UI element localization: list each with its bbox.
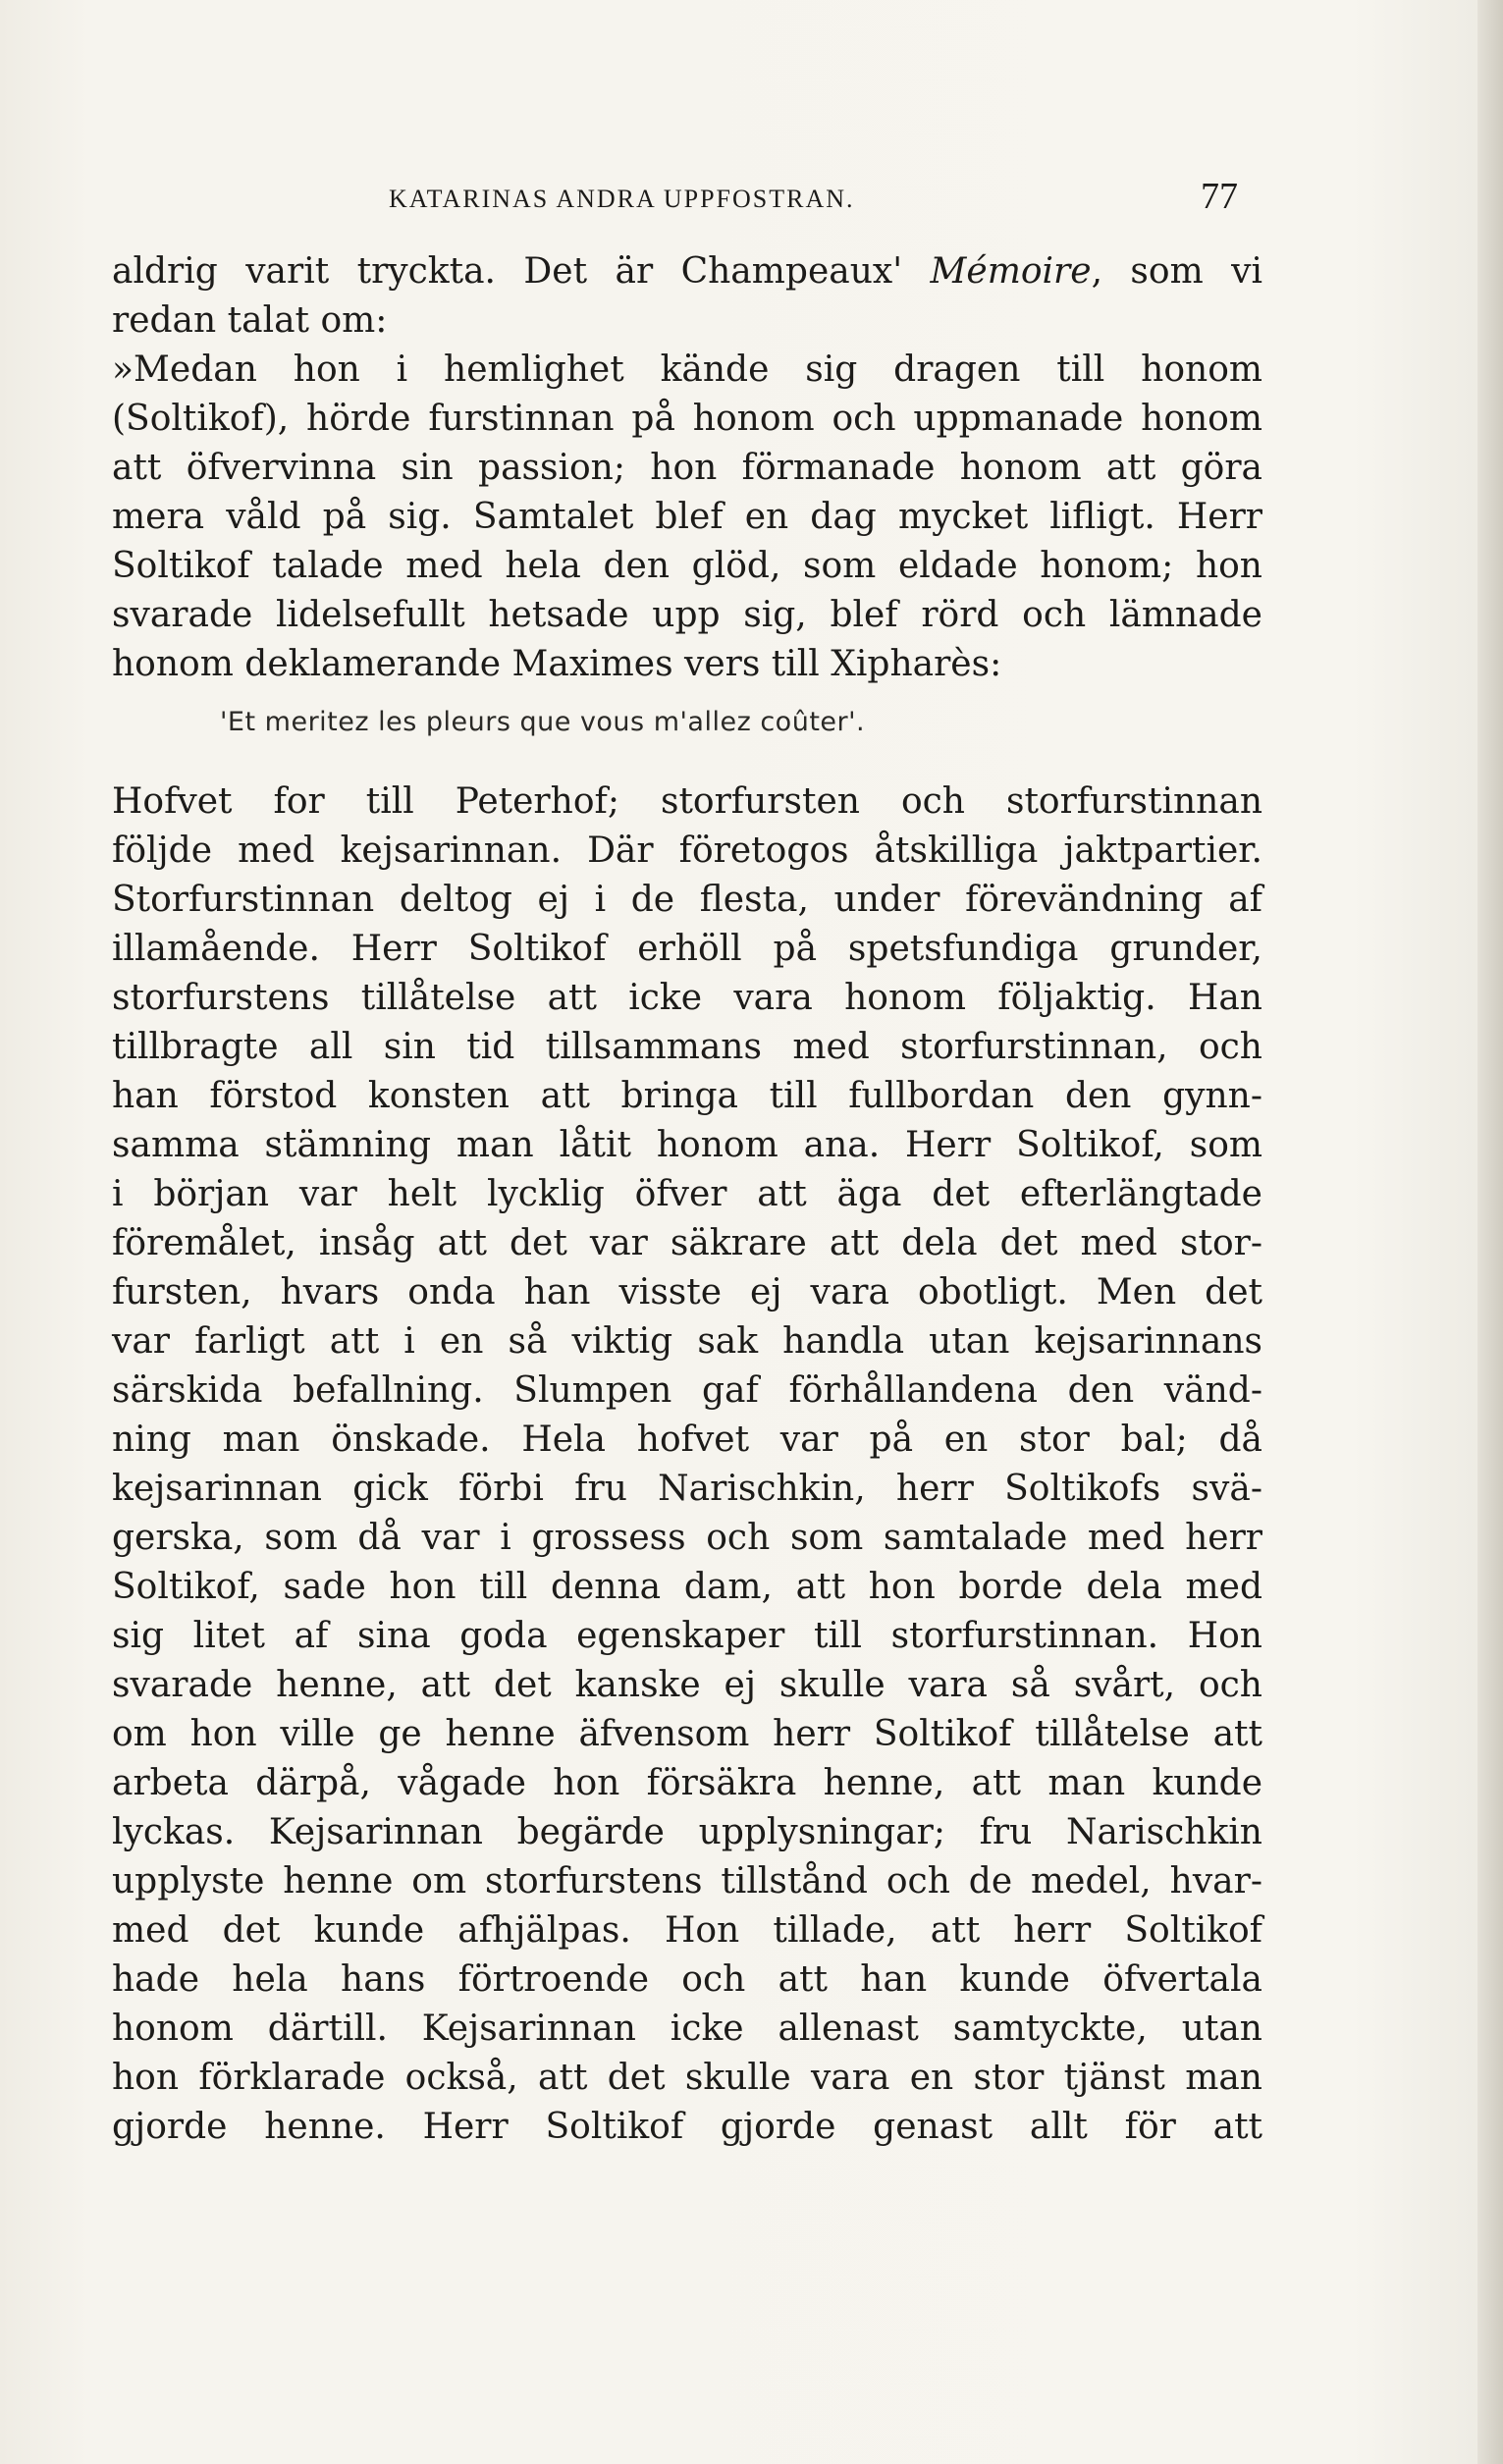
body-text	[112, 247, 1262, 2152]
text-line: upplyste henne om storfurstens tillstånd och de medel, hvar-	[112, 1861, 1262, 1902]
text-line: kejsarinnan gick förbi fru Narischkin, herr Soltikofs svä-	[112, 1469, 1262, 1509]
text-line: fursten, hvars onda han visste ej vara obotligt. Men det	[112, 1272, 1262, 1312]
text-line: storfurstens tillåtelse att icke vara honom följaktig. Han	[112, 978, 1262, 1018]
text-line: föremålet, insåg att det var säkrare att dela det med stor-	[112, 1223, 1262, 1263]
text-line: om hon ville ge henne äfvensom herr Soltikof tillåtelse att	[112, 1714, 1262, 1754]
page-number: 77	[1201, 176, 1238, 217]
text-line: hade hela hans förtroende och att han kunde öfvertala	[112, 1959, 1262, 2000]
text-line: arbeta därpå, vågade hon försäkra henne, att man kunde	[112, 1763, 1262, 1803]
text-line: illamående. Herr Soltikof erhöll på spetsfundiga grunder,	[112, 929, 1262, 969]
text-line: sig litet af sina goda egenskaper till storfurstinnan. Hon	[112, 1616, 1262, 1656]
text-line: Soltikof, sade hon till denna dam, att hon borde dela med	[112, 1567, 1262, 1607]
text-line: Storfurstinnan deltog ej i de flesta, under förevändning af	[112, 880, 1262, 920]
text-line: honom därtill. Kejsarinnan icke allenast samtyckte, utan	[112, 2009, 1262, 2049]
text-line: tillbragte all sin tid tillsammans med storfurstinnan, och	[112, 1027, 1262, 1067]
verse-quote: 'Et meritez les pleurs que vous m'allez coûter'.	[220, 707, 866, 737]
text-line: gjorde henne. Herr Soltikof gjorde genast allt för att	[112, 2107, 1262, 2147]
text-line: Hofvet for till Peterhof; storfursten och storfurstinnan	[112, 781, 1262, 822]
text-line	[112, 247, 1262, 296]
text-line: (Soltikof), hörde furstinnan på honom och uppmanade honom	[112, 399, 1262, 439]
text-segment: aldrig varit tryckta. Det är Champeaux'	[112, 251, 903, 292]
text-line: »Medan hon i hemlighet kände sig dragen till honom	[112, 349, 1262, 390]
text-line: hon förklarade också, att det skulle vara en stor tjänst man	[112, 2058, 1262, 2098]
text-line: honom deklamerande Maximes vers till Xipharès:	[112, 644, 1002, 684]
text-line: lyckas. Kejsarinnan begärde upplysningar; fru Narischkin	[112, 1812, 1262, 1852]
text-line: svarade henne, att det kanske ej skulle vara så svårt, och	[112, 1665, 1262, 1705]
text-segment: , som vi	[1091, 251, 1262, 292]
text-line: att öfvervinna sin passion; hon förmanade honom att göra	[112, 448, 1262, 488]
text-line: Soltikof talade med hela den glöd, som eldade honom; hon	[112, 546, 1262, 586]
page-edge-shadow	[1477, 0, 1503, 2464]
text-line: mera våld på sig. Samtalet blef en dag mycket lifligt. Herr	[112, 497, 1262, 537]
text-line: han förstod konsten att bringa till fullbordan den gynn-	[112, 1076, 1262, 1116]
text-line: särskida befallning. Slumpen gaf förhållandena den vänd-	[112, 1370, 1262, 1411]
page-header	[389, 176, 1238, 224]
text-line: redan talat om:	[112, 300, 388, 341]
text-line: ning man önskade. Hela hofvet var på en stor bal; då	[112, 1419, 1262, 1460]
text-line: med det kunde afhjälpas. Hon tillade, att herr Soltikof	[112, 1910, 1262, 1951]
text-line: svarade lidelsefullt hetsade upp sig, blef rörd och lämnade	[112, 595, 1262, 635]
running-title: KATARINAS ANDRA UPPFOSTRAN.	[389, 185, 855, 213]
italic-title: Mémoire	[930, 251, 1092, 292]
text-line: samma stämning man låtit honom ana. Herr Soltikof, som	[112, 1125, 1262, 1165]
text-line: följde med kejsarinnan. Där företogos åtskilliga jaktpartier.	[112, 830, 1262, 871]
text-line: i början var helt lycklig öfver att äga det efterlängtade	[112, 1174, 1262, 1214]
text-line: gerska, som då var i grossess och som samtalade med herr	[112, 1518, 1262, 1558]
text-line: var farligt att i en så viktig sak handla utan kejsarinnans	[112, 1321, 1262, 1362]
